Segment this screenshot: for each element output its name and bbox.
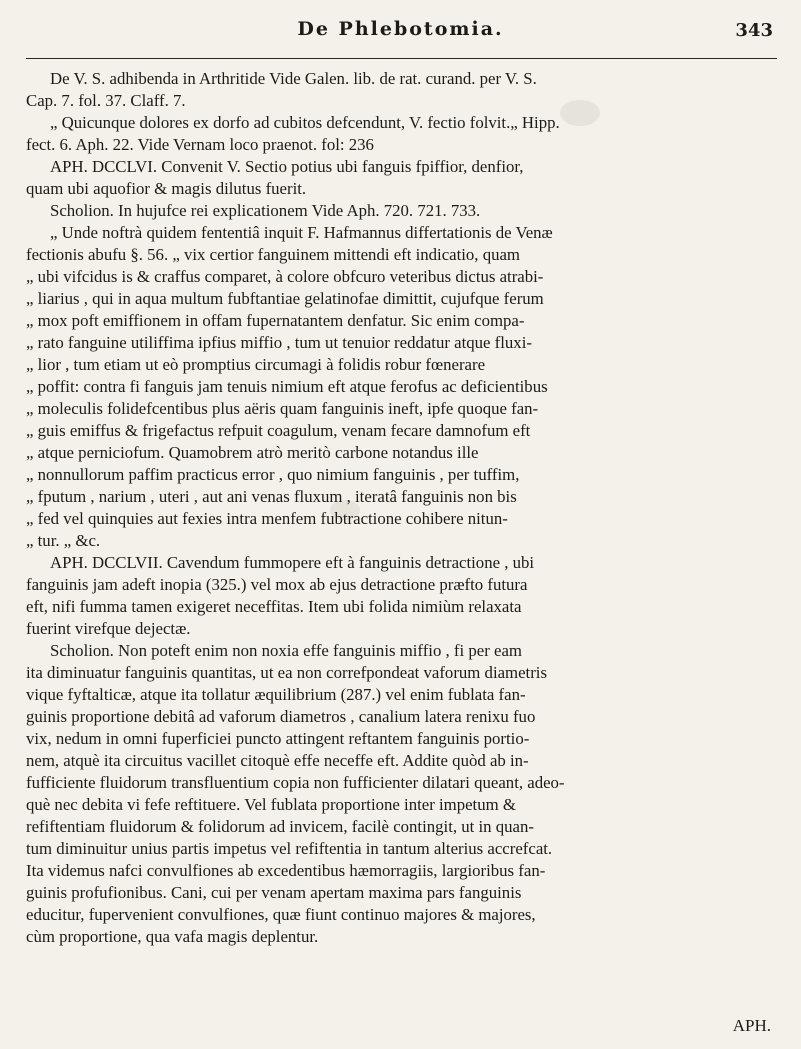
text-line: APH. DCCLVI. Convenit V. Sectio potius ubi fanguis fpiffior, denfior, <box>50 157 524 176</box>
text-line: Ita videmus nafci convulfiones ab excedentibus hæmorragiis, largioribus fan- <box>26 861 546 880</box>
text-line: „ ubi vifcidus is & craffus comparet, à colore obfcuro veteribus dictus atrabi- <box>26 267 544 286</box>
text-line: vix, nedum in omni fuperficiei puncto attingent reftantem fanguinis portio- <box>26 729 530 748</box>
text-line: „ lior , tum etiam ut eò promptius circumagi à folidis robur fœnerare <box>26 355 486 374</box>
text-line: „ liarius , qui in aqua multum fubftantiae gelatinofae dimittit, cujufque ferum <box>26 289 544 308</box>
text-line: tum diminuitur unius partis impetus vel refiftentia in tantum alterius accrefcat. <box>26 839 553 858</box>
page-header <box>0 16 801 56</box>
text-line: cùm proportione, qua vafa magis deplentur. <box>26 927 319 946</box>
text-line: ita diminuatur fanguinis quantitas, ut ea non correfpondeat vaforum diametris <box>26 663 547 682</box>
text-line: APH. DCCLVII. Cavendum fummopere eft à fanguinis detractione , ubi <box>50 553 535 572</box>
text-line: Scholion. In hujufce rei explicationem Vide Aph. 720. 721. 733. <box>50 201 481 220</box>
catchword: APH. <box>732 1016 771 1035</box>
text-line: „ mox poft emiffionem in offam fupernatantem denfatur. Sic enim compa- <box>26 311 525 330</box>
body-text <box>26 68 776 948</box>
text-line: „ Unde noftrà quidem fententiâ inquit F. Hafmannus differtationis de Venæ <box>50 223 553 242</box>
text-line: guinis proportione debitâ ad vaforum diametros , canalium latera renixu fuo <box>26 707 536 726</box>
header-rule <box>26 58 777 59</box>
text-line: què nec debita vi fefe reftituere. Vel fublata proportione inter impetum & <box>26 795 516 814</box>
text-line: „ rato fanguine utiliffima ipfius miffio , tum ut tenuior reddatur atque fluxi- <box>26 333 532 352</box>
text-line: „ nonnullorum paffim practicus error , quo nimium fanguinis , per tuffim, <box>26 465 520 484</box>
text-line: „ poffit: contra fi fanguis jam tenuis nimium eft atque ferofus ac deficientibus <box>26 377 548 396</box>
text-line: „ tur. „ &c. <box>26 531 101 550</box>
text-line: „ Quicunque dolores ex dorfo ad cubitos defcendunt, V. fectio folvit.„ Hipp. <box>50 113 560 132</box>
text-line: „ guis emiffus & frigefactus refpuit coagulum, venam fecare damnofum eft <box>26 421 531 440</box>
page-number: 343 <box>735 20 773 41</box>
text-line: fanguinis jam adeft inopia (325.) vel mox ab ejus detractione præfto futura <box>26 575 528 594</box>
text-line: vique fyftalticæ, atque ita tollatur æquilibrium (287.) vel enim fublata fan- <box>26 685 526 704</box>
text-line: „ fputum , narium , uteri , aut ani venas fluxum , iteratâ fanguinis non bis <box>26 487 517 506</box>
text-line: quam ubi aquofior & magis dilutus fuerit. <box>26 179 307 198</box>
text-line: fect. 6. Aph. 22. Vide Vernam loco praenot. fol: 236 <box>26 135 374 154</box>
text-line: nem, atquè ita circuitus vacillet citoquè effe neceffe eft. Addite quòd ab in- <box>26 751 529 770</box>
text-line: De V. S. adhibenda in Arthritide Vide Galen. lib. de rat. curand. per V. S. <box>50 69 537 88</box>
text-line: fectionis abufu §. 56. „ vix certior fanguinem mittendi eft indicatio, quam <box>26 245 520 264</box>
text-line: fuerint virefque dejectæ. <box>26 619 191 638</box>
text-line: „ atque perniciofum. Quamobrem atrò meritò carbone notandus ille <box>26 443 479 462</box>
text-line: „ fed vel quinquies aut fexies intra menfem fubtractione cohibere nitun- <box>26 509 508 528</box>
text-line: Cap. 7. fol. 37. Claff. 7. <box>26 91 186 110</box>
text-line: guinis profufionibus. Cani, cui per venam apertam maxima pars fanguinis <box>26 883 522 902</box>
text-line: „ moleculis folidefcentibus plus aëris quam fanguinis ineft, ipfe quoque fan- <box>26 399 539 418</box>
text-line: fufficiente fluidorum transfluentium copia non fufficienter dilatari queant, adeo- <box>26 773 565 792</box>
text-line: Scholion. Non poteft enim non noxia effe fanguinis miffio , fi per eam <box>50 641 522 660</box>
running-head: De Phlebotomia. <box>297 18 504 40</box>
text-line: refiftentiam fluidorum & folidorum ad invicem, facilè contingit, ut in quan- <box>26 817 534 836</box>
text-line: educitur, fupervenient convulfiones, quæ fiunt continuo majores & majores, <box>26 905 536 924</box>
text-line: eft, nifi fumma tamen exigeret neceffitas. Item ubi folida nimiùm relaxata <box>26 597 522 616</box>
